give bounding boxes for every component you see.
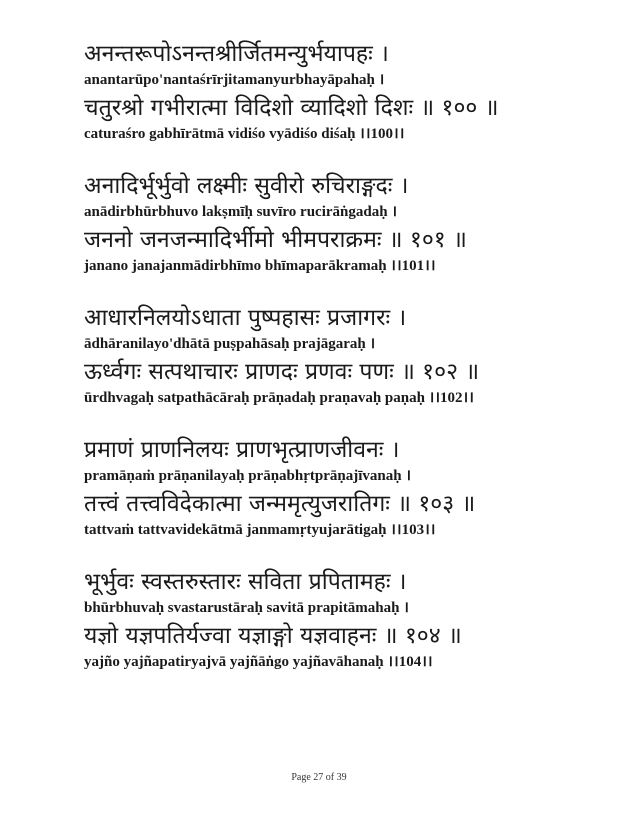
verse-group [84,302,564,410]
transliteration-line: ūrdhvagaḥ satpathācāraḥ prāṇadaḥ praṇavaḥ paṇaḥ ।।102।। [84,390,474,406]
transliteration-line: yajño yajñapatiryajvā yajñāṅgo yajñavāhanaḥ ।।104।। [84,654,433,670]
devanagari-line: ऊर्ध्वगः सत्पथाचारः प्राणदः प्रणवः पणः ॥ १०२ ॥ [84,359,480,385]
verse-group [84,170,564,278]
devanagari-line: प्रमाणं प्राणनिलयः प्राणभृत्प्राणजीवनः । [84,437,400,463]
transliteration-line: anādirbhūrbhuvo lakṣmīḥ suvīro rucirāṅgadaḥ । [84,204,398,220]
devanagari-line: जननो जनजन्मादिर्भीमो भीमपराक्रमः ॥ १०१ ॥ [84,227,467,253]
devanagari-line: अनन्तरूपोऽनन्तश्रीर्जितमन्युर्भयापहः । [84,41,389,67]
devanagari-line: चतुरश्रो गभीरात्मा विदिशो व्यादिशो दिशः ॥ १०० ॥ [84,95,499,121]
transliteration-line: tattvaṁ tattvavidekātmā janmamṛtyujarātigaḥ ।।103।। [84,522,436,538]
transliteration-line: anantarūpo'nantaśrīrjitamanyurbhayāpahaḥ । [84,72,385,88]
devanagari-line: यज्ञो यज्ञपतिर्यज्वा यज्ञाङ्गो यज्ञवाहनः ॥ १०४ ॥ [84,623,462,649]
verse-group [84,434,564,542]
devanagari-line: भूर्भुवः स्वस्तरुस्तारः सविता प्रपितामहः । [84,569,407,595]
page-number: Page 27 of 39 [291,772,347,783]
devanagari-line: अनादिर्भूर्भुवो लक्ष्मीः सुवीरो रुचिराङ्गदः । [84,173,409,199]
transliteration-line: caturaśro gabhīrātmā vidiśo vyādiśo diśaḥ ।।100।। [84,126,405,142]
transliteration-line: ādhāranilayo'dhātā puṣpahāsaḥ prajāgaraḥ । [84,336,376,352]
transliteration-line: bhūrbhuvaḥ svastarustāraḥ savitā prapitāmahaḥ । [84,600,409,616]
verse-list [84,38,564,674]
verse-group [84,38,564,146]
devanagari-line: तत्त्वं तत्त्वविदेकात्मा जन्ममृत्युजरातिगः ॥ १०३ ॥ [84,491,476,517]
transliteration-line: pramāṇaṁ prāṇanilayaḥ prāṇabhṛtprāṇajīvanaḥ । [84,468,411,484]
devanagari-line: आधारनिलयोऽधाता पुष्पहासः प्रजागरः । [84,305,407,331]
transliteration-line: janano janajanmādirbhīmo bhīmaparākramaḥ ।।101।। [84,258,436,274]
verse-group [84,566,564,674]
